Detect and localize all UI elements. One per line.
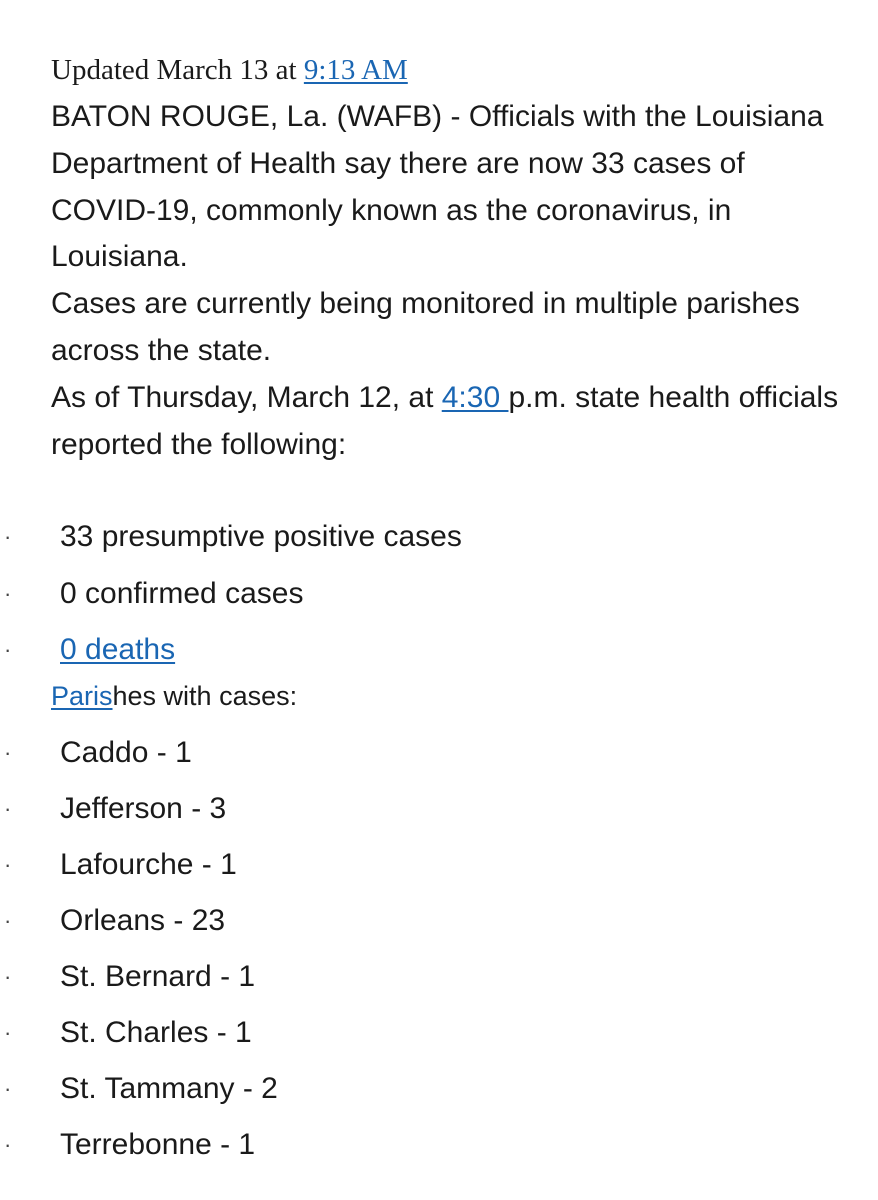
bullet-dot-icon: ·	[4, 740, 12, 765]
paragraph-3-suffix: p.m. state health officials reported the following:	[51, 380, 839, 461]
bullet-dot-icon: ·	[4, 524, 12, 549]
article-paragraph-3	[51, 375, 851, 469]
bullet-dot-icon: ·	[4, 1020, 12, 1045]
deaths-link[interactable]: 0 deaths	[60, 633, 176, 666]
article-paragraph-2: Cases are currently being monitored in multiple parishes across the state.	[51, 287, 800, 367]
bullet-dot-icon: ·	[4, 796, 12, 821]
parish-item	[0, 787, 878, 831]
parish-item-text: St. Tammany - 2	[60, 1072, 278, 1105]
updated-prefix: Updated March 13 at	[51, 54, 304, 86]
parish-item	[0, 1067, 878, 1111]
bullet-dot-icon: ·	[4, 1076, 12, 1101]
parish-item-text: Caddo - 1	[60, 736, 192, 769]
updated-time-link[interactable]: 9:13 AM	[303, 54, 408, 86]
article-paragraph-1: BATON ROUGE, La. (WAFB) - Officials with the Louisiana Department of Health say there are now 33 cases of COVID-19, commonly known as the coronavirus, in Louisiana.	[51, 100, 824, 274]
parish-item	[0, 1123, 878, 1167]
parishes-heading	[51, 676, 297, 716]
parish-item-text: Orleans - 23	[60, 904, 226, 937]
bullet-dot-icon: ·	[4, 637, 12, 662]
parishes-link[interactable]: Paris	[51, 681, 113, 711]
parish-item-text: Lafourche - 1	[60, 848, 237, 881]
paragraph-3-prefix: As of Thursday, March 12, at	[51, 380, 442, 414]
parish-item	[0, 899, 878, 943]
summary-item	[0, 572, 878, 616]
parish-item-text: Jefferson - 3	[60, 792, 227, 825]
article-body	[51, 94, 851, 468]
parishes-heading-rest: hes with cases:	[112, 681, 298, 711]
updated-timestamp	[51, 50, 408, 90]
time-link-430[interactable]: 4:30	[441, 380, 509, 414]
bullet-dot-icon: ·	[4, 581, 12, 606]
parish-item	[0, 731, 878, 775]
summary-item	[0, 515, 878, 559]
parish-item	[0, 1011, 878, 1055]
bullet-dot-icon: ·	[4, 964, 12, 989]
bullet-dot-icon: ·	[4, 908, 12, 933]
bullet-dot-icon: ·	[4, 1132, 12, 1157]
summary-item	[0, 628, 878, 672]
summary-item-text: 33 presumptive positive cases	[60, 520, 462, 553]
parish-item-text: St. Bernard - 1	[60, 960, 256, 993]
parish-item	[0, 843, 878, 887]
parish-item	[0, 955, 878, 999]
parish-item-text: St. Charles - 1	[60, 1016, 252, 1049]
bullet-dot-icon: ·	[4, 852, 12, 877]
parish-item-text: Terrebonne - 1	[60, 1128, 256, 1161]
summary-item-text: 0 confirmed cases	[60, 577, 304, 610]
